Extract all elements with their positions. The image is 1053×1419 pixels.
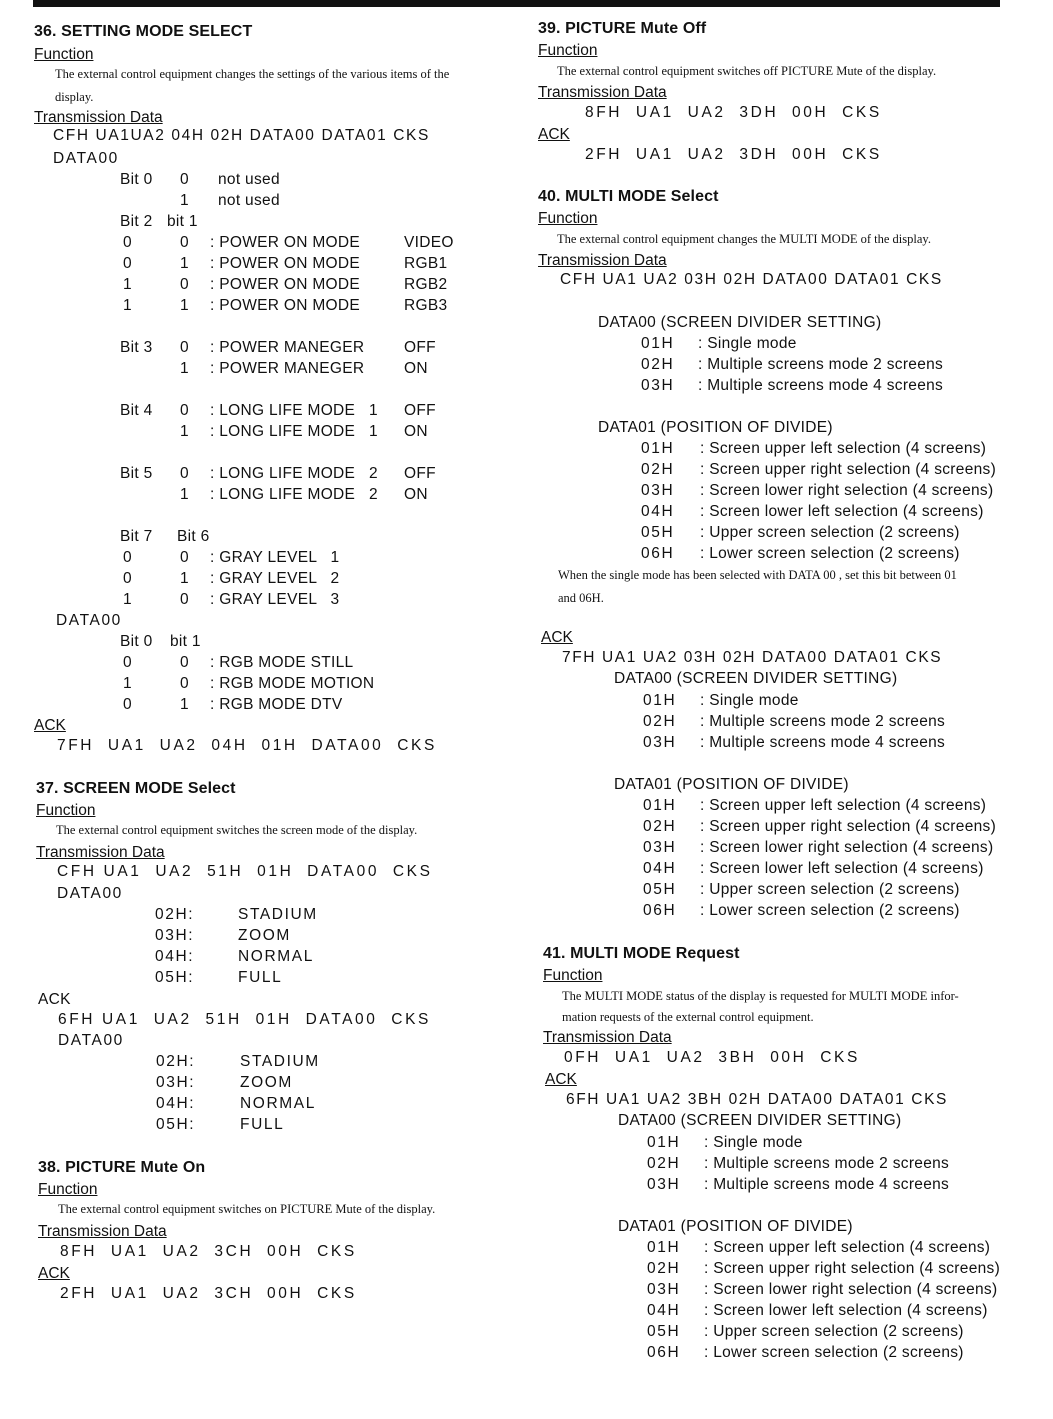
mode-name: STADIUM — [240, 1053, 320, 1070]
divider-desc: : Multiple screens mode 2 screens — [700, 713, 946, 730]
bit-value: 1 — [180, 255, 189, 272]
position-code: 05H — [643, 881, 677, 898]
position-code: 06H — [641, 545, 675, 562]
transmission-label: Transmission Data — [38, 1223, 167, 1240]
mode-code: 04H: — [155, 948, 195, 965]
divider-code: 03H — [643, 734, 677, 751]
bit-label: Bit 4 — [120, 402, 153, 419]
note: and 06H. — [558, 591, 604, 605]
position-desc: : Screen upper left selection (4 screens) — [700, 797, 987, 814]
mode-name: NORMAL — [238, 948, 314, 965]
mode-code: 02H: — [155, 906, 195, 923]
divider-code: 02H — [643, 713, 677, 730]
bit-desc: : POWER ON MODE — [210, 276, 361, 293]
transmission-label: Transmission Data — [538, 252, 667, 269]
bit-setting: VIDEO — [404, 234, 454, 251]
divider-desc: : Single mode — [700, 692, 799, 709]
bit-setting: ON — [404, 360, 428, 377]
divider-desc: : Multiple screens mode 4 screens — [698, 377, 944, 394]
divider-code: 03H — [647, 1176, 681, 1193]
bit-label: Bit 2 — [120, 213, 153, 230]
position-desc: : Upper screen selection (2 screens) — [700, 881, 960, 898]
divider-setting-title: DATA00 (SCREEN DIVIDER SETTING) — [614, 670, 898, 687]
data00-label: DATA00 — [58, 1032, 124, 1049]
divider-desc: : Multiple screens mode 4 screens — [704, 1176, 950, 1193]
divider-code: 02H — [641, 356, 675, 373]
divider-desc: : Single mode — [698, 335, 797, 352]
bit-value: 1 — [123, 591, 132, 608]
mode-code: 05H: — [155, 969, 195, 986]
bit-desc: : RGB MODE MOTION — [210, 675, 375, 692]
bit-desc: : POWER ON MODE — [210, 297, 361, 314]
ack-data: 2FH UA1 UA2 3CH 00H CKS — [60, 1285, 357, 1302]
bit-value: 0 — [123, 570, 132, 587]
ack-label: ACK — [545, 1071, 577, 1088]
bit-value: 0 — [180, 675, 189, 692]
bit-value: 0 — [123, 549, 132, 566]
position-code: 03H — [647, 1281, 681, 1298]
position-code: 03H — [641, 482, 675, 499]
bit-desc: : LONG LIFE MODE 1 — [210, 423, 378, 440]
transmission-label: Transmission Data — [36, 844, 165, 861]
bit-desc: not used — [218, 171, 280, 188]
position-code: 01H — [641, 440, 675, 457]
bit-setting: OFF — [404, 465, 436, 482]
data00-label: DATA00 — [53, 150, 119, 167]
position-code: 01H — [643, 797, 677, 814]
bit-setting: OFF — [404, 402, 436, 419]
bit-value: 0 — [123, 696, 132, 713]
position-desc: : Lower screen selection (2 screens) — [700, 902, 960, 919]
position-code: 02H — [643, 818, 677, 835]
divider-code: 01H — [641, 335, 675, 352]
bit-value: 0 — [180, 591, 189, 608]
bit-setting: RGB2 — [404, 276, 448, 293]
bit-value: 1 — [180, 423, 189, 440]
transmission-data: CFH UA1UA2 04H 02H DATA00 DATA01 CKS — [53, 127, 430, 144]
section-title: 37. SCREEN MODE Select — [36, 780, 236, 797]
bit-value: 1 — [123, 276, 132, 293]
bit-value: 0 — [180, 171, 189, 188]
divider-setting-title: DATA00 (SCREEN DIVIDER SETTING) — [618, 1112, 902, 1129]
position-desc: : Screen lower right selection (4 screens) — [700, 839, 994, 856]
bit-desc: : POWER MANEGER — [210, 360, 365, 377]
bit-value: 0 — [123, 654, 132, 671]
bit-setting: RGB3 — [404, 297, 448, 314]
function-label: Function — [38, 1181, 98, 1198]
position-desc: : Lower screen selection (2 screens) — [700, 545, 960, 562]
bit-value: 0 — [180, 549, 189, 566]
position-desc: : Screen lower left selection (4 screens) — [700, 503, 984, 520]
description: The external control equipment changes the settings of the various items of the — [55, 67, 450, 81]
data00-label: DATA00 — [57, 885, 123, 902]
ack-label: ACK — [34, 717, 66, 734]
bit-value: 1 — [123, 297, 132, 314]
divider-desc: : Multiple screens mode 2 screens — [698, 356, 944, 373]
bit-label: Bit 0 — [120, 633, 153, 650]
function-label: Function — [538, 42, 598, 59]
bit-desc: : LONG LIFE MODE 2 — [210, 465, 378, 482]
bit-setting: ON — [404, 423, 428, 440]
bit-desc: : RGB MODE STILL — [210, 654, 354, 671]
section-title: 40. MULTI MODE Select — [538, 188, 719, 205]
mode-code: 02H: — [156, 1053, 196, 1070]
bit-value: 1 — [180, 360, 189, 377]
ack-data: 7FH UA1 UA2 03H 02H DATA00 DATA01 CKS — [562, 649, 943, 666]
bit-setting: RGB1 — [404, 255, 448, 272]
bit-value: 1 — [123, 675, 132, 692]
divider-desc: : Multiple screens mode 4 screens — [700, 734, 946, 751]
bit-label: Bit 0 — [120, 171, 153, 188]
position-code: 06H — [643, 902, 677, 919]
note: When the single mode has been selected with DATA 00 , set this bit between 01 — [558, 568, 957, 582]
section-title: 41. MULTI MODE Request — [543, 945, 740, 962]
description: The external control equipment switches the screen mode of the display. — [56, 823, 418, 837]
divider-desc: : Single mode — [704, 1134, 803, 1151]
position-desc: : Upper screen selection (2 screens) — [700, 524, 960, 541]
bit-desc: not used — [218, 192, 280, 209]
mode-code: 03H: — [156, 1074, 196, 1091]
position-code: 01H — [647, 1239, 681, 1256]
bit-value: 1 — [180, 570, 189, 587]
data00-label: DATA00 — [56, 612, 122, 629]
position-desc: : Lower screen selection (2 screens) — [704, 1344, 964, 1361]
bit-desc: : LONG LIFE MODE 2 — [210, 486, 378, 503]
bit-value: 0 — [180, 276, 189, 293]
divider-desc: : Multiple screens mode 2 screens — [704, 1155, 950, 1172]
position-code: 02H — [641, 461, 675, 478]
bit-label: bit 1 — [167, 213, 198, 230]
bit-value: 0 — [180, 339, 189, 356]
mode-name: FULL — [238, 969, 283, 986]
ack-data: 6FH UA1 UA2 51H 01H DATA00 CKS — [58, 1011, 431, 1028]
description: The external control equipment changes the MULTI MODE of the display. — [557, 232, 931, 246]
ack-label: ACK — [38, 1265, 70, 1282]
transmission-label: Transmission Data — [538, 84, 667, 101]
position-desc: : Screen lower left selection (4 screens) — [704, 1302, 988, 1319]
divider-setting-title: DATA00 (SCREEN DIVIDER SETTING) — [598, 314, 882, 331]
mode-name: STADIUM — [238, 906, 318, 923]
position-desc: : Screen upper left selection (4 screens) — [704, 1239, 991, 1256]
ack-label: ACK — [541, 629, 573, 646]
bit-value: 1 — [180, 696, 189, 713]
position-code: 04H — [647, 1302, 681, 1319]
mode-name: ZOOM — [238, 927, 291, 944]
position-desc: : Screen lower left selection (4 screens) — [700, 860, 984, 877]
bit-setting: OFF — [404, 339, 436, 356]
divider-code: 01H — [643, 692, 677, 709]
position-desc: : Screen lower right selection (4 screens) — [704, 1281, 998, 1298]
mode-name: NORMAL — [240, 1095, 316, 1112]
position-code: 04H — [641, 503, 675, 520]
transmission-data: 0FH UA1 UA2 3BH 00H CKS — [564, 1049, 860, 1066]
mode-name: FULL — [240, 1116, 285, 1133]
position-code: 05H — [647, 1323, 681, 1340]
bit-value: 0 — [180, 402, 189, 419]
ack-label: ACK — [38, 991, 71, 1008]
bit-setting: ON — [404, 486, 428, 503]
function-label: Function — [34, 46, 94, 63]
mode-code: 03H: — [155, 927, 195, 944]
divider-code: 03H — [641, 377, 675, 394]
ack-data: 2FH UA1 UA2 3DH 00H CKS — [585, 146, 882, 163]
top-rule — [33, 0, 1000, 7]
bit-value: 0 — [123, 234, 132, 251]
position-desc: : Upper screen selection (2 screens) — [704, 1323, 964, 1340]
bit-desc: : GRAY LEVEL 3 — [210, 591, 340, 608]
transmission-data: 8FH UA1 UA2 3DH 00H CKS — [585, 104, 882, 121]
bit-value: 0 — [123, 255, 132, 272]
description: mation requests of the external control equipment. — [562, 1010, 814, 1024]
transmission-data: CFH UA1 UA2 03H 02H DATA00 DATA01 CKS — [560, 271, 943, 288]
section-title: 38. PICTURE Mute On — [38, 1159, 206, 1176]
bit-desc: : POWER MANEGER — [210, 339, 365, 356]
bit-desc: : LONG LIFE MODE 1 — [210, 402, 378, 419]
position-desc: : Screen upper left selection (4 screens) — [700, 440, 987, 457]
transmission-data: CFH UA1 UA2 51H 01H DATA00 CKS — [57, 863, 433, 880]
bit-value: 0 — [180, 465, 189, 482]
function-label: Function — [543, 967, 603, 984]
position-divide-title: DATA01 (POSITION OF DIVIDE) — [598, 419, 833, 436]
bit-value: 0 — [180, 234, 189, 251]
bit-label: Bit 7 — [120, 528, 153, 545]
section-title: 39. PICTURE Mute Off — [538, 20, 707, 37]
position-code: 02H — [647, 1260, 681, 1277]
mode-code: 04H: — [156, 1095, 196, 1112]
function-label: Function — [538, 210, 598, 227]
ack-data: 6FH UA1 UA2 3BH 02H DATA00 DATA01 CKS — [566, 1091, 948, 1108]
bit-label: Bit 5 — [120, 465, 153, 482]
position-desc: : Screen upper right selection (4 screens) — [700, 818, 997, 835]
position-code: 06H — [647, 1344, 681, 1361]
bit-desc: : GRAY LEVEL 1 — [210, 549, 340, 566]
position-desc: : Screen lower right selection (4 screens) — [700, 482, 994, 499]
bit-value: 1 — [180, 192, 189, 209]
description: The external control equipment switches off PICTURE Mute of the display. — [557, 64, 937, 78]
bit-desc: : GRAY LEVEL 2 — [210, 570, 340, 587]
ack-label: ACK — [538, 126, 570, 143]
mode-name: ZOOM — [240, 1074, 293, 1091]
function-label: Function — [36, 802, 96, 819]
bit-label: bit 1 — [170, 633, 201, 650]
position-desc: : Screen upper right selection (4 screens) — [704, 1260, 1001, 1277]
mode-code: 05H: — [156, 1116, 196, 1133]
divider-code: 01H — [647, 1134, 681, 1151]
position-code: 05H — [641, 524, 675, 541]
divider-code: 02H — [647, 1155, 681, 1172]
description: display. — [55, 90, 94, 104]
transmission-label: Transmission Data — [543, 1029, 672, 1046]
transmission-data: 8FH UA1 UA2 3CH 00H CKS — [60, 1243, 357, 1260]
transmission-label: Transmission Data — [34, 109, 163, 126]
bit-desc: : POWER ON MODE — [210, 255, 361, 272]
ack-data: 7FH UA1 UA2 04H 01H DATA00 CKS — [57, 737, 437, 754]
bit-label: Bit 6 — [177, 528, 210, 545]
position-code: 03H — [643, 839, 677, 856]
position-desc: : Screen upper right selection (4 screens) — [700, 461, 997, 478]
bit-label: Bit 3 — [120, 339, 153, 356]
bit-value: 1 — [180, 486, 189, 503]
bit-desc: : RGB MODE DTV — [210, 696, 343, 713]
bit-value: 1 — [180, 297, 189, 314]
position-code: 04H — [643, 860, 677, 877]
position-divide-title: DATA01 (POSITION OF DIVIDE) — [618, 1218, 853, 1235]
description: The MULTI MODE status of the display is requested for MULTI MODE infor- — [562, 989, 959, 1003]
description: The external control equipment switches on PICTURE Mute of the display. — [58, 1202, 436, 1216]
bit-value: 0 — [180, 654, 189, 671]
position-divide-title: DATA01 (POSITION OF DIVIDE) — [614, 776, 849, 793]
bit-desc: : POWER ON MODE — [210, 234, 361, 251]
section-title: 36. SETTING MODE SELECT — [34, 23, 253, 40]
